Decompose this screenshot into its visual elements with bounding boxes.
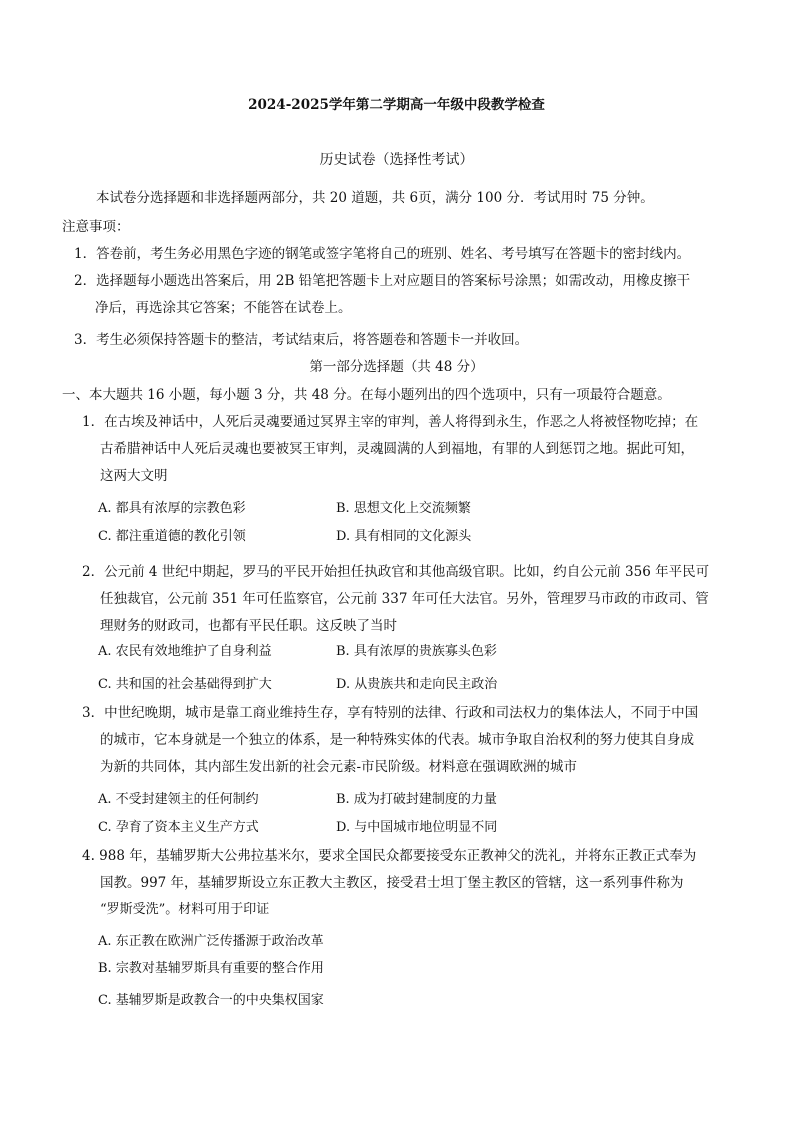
question-stem-line: 古希腊神话中人死后灵魂也要被冥王审判，灵魂圆满的人到福地，有罪的人到惩罚之地。据此可知， — [100, 441, 694, 457]
part1-heading: 第一部分选择题（共 48 分） — [309, 359, 484, 375]
question-stem-line: 任独裁官，公元前 351 年可任监察官，公元前 337 年可任大法官。另外，管理罗马市政的市政司、管 — [100, 591, 709, 607]
option-a: A. 农民有效地维护了自身利益 — [98, 644, 272, 659]
option-a: A. 不受封建领主的任何制约 — [98, 792, 259, 807]
option-a: A. 东正教在欧洲广泛传播源于政治改革 — [98, 934, 324, 949]
option-b: B. 成为打破封建制度的力量 — [336, 792, 497, 807]
question-stem-line: 2．公元前 4 世纪中期起，罗马的平民开始担任执政官和其他高级官职。比如，约自公元前 356 年平民可 — [82, 564, 710, 580]
question-stem-line: 理财务的财政司，也都有平民任职。这反映了当时 — [100, 618, 397, 634]
question-stem-line: 4. 988 年，基辅罗斯大公弗拉基米尔，要求全国民众都要接受东正教神父的洗礼，并将东正教正式奉为 — [82, 848, 697, 864]
note-item: 1．答卷前，考生务必用黑色字迹的钢笔或签字笔将自己的班别、姓名、考号填写在答题卡的密封线内。 — [74, 246, 691, 262]
question-stem-line: 国教。997 年，基辅罗斯设立东正教大主教区，接受君士坦丁堡主教区的管辖，这一系列事件称为 — [100, 875, 684, 891]
option-c: C. 基辅罗斯是政教合一的中央集权国家 — [98, 993, 324, 1008]
option-c: C. 共和国的社会基础得到扩大 — [98, 677, 272, 692]
section1-instruction: 一、本大题共 16 小题，每小题 3 分，共 48 分。在每小题列出的四个选项中，只有一项最符合题意。 — [62, 387, 671, 403]
option-b: B. 宗教对基辅罗斯具有重要的整合作用 — [98, 961, 324, 976]
option-d: D. 与中国城市地位明显不同 — [336, 820, 498, 835]
option-d: D. 从贵族共和走向民主政治 — [336, 677, 498, 692]
option-a: A. 都具有浓厚的宗教色彩 — [98, 501, 246, 516]
note-item: 2．选择题每小题选出答案后，用 2B 铅笔把答题卡上对应题目的答案标号涂黑；如需改动，用橡皮擦干 — [74, 273, 691, 289]
notes-heading: 注意事项： — [62, 219, 130, 235]
question-stem-line: 的城市，它本身就是一个独立的体系，是一种特殊实体的代表。城市争取自治权利的努力使其自身成 — [100, 732, 694, 748]
question-stem-line: 为新的共同体，其内部生发出新的社会元素-市民阶级。材料意在强调欧洲的城市 — [100, 759, 578, 775]
option-b: B. 具有浓厚的贵族寡头色彩 — [336, 644, 497, 659]
question-stem-line: 1．在古埃及神话中，人死后灵魂要通过冥界主宰的审判，善人将得到永生，作恶之人将被怪物吃掉；在 — [82, 414, 699, 430]
exam-intro: 本试卷分选择题和非选择题两部分，共 20 道题，共 6页，满分 100 分．考试用时 75 分钟。 — [96, 190, 654, 206]
option-d: D. 具有相同的文化源头 — [336, 529, 472, 544]
note-item-continued: 净后，再选涂其它答案；不能答在试卷上。 — [95, 300, 352, 316]
note-item: 3．考生必须保持答题卡的整洁，考试结束后，将答题卷和答题卡一并收回。 — [74, 332, 529, 348]
question-stem-line: 这两大文明 — [100, 468, 168, 484]
question-stem-line: “罗斯受洗”。材料可用于印证 — [100, 902, 270, 917]
option-b: B. 思想文化上交流频繁 — [336, 501, 471, 516]
question-stem-line: 3．中世纪晚期，城市是靠工商业维持生存，享有特别的法律、行政和司法权力的集体法人，不同于中国 — [82, 705, 699, 721]
option-c: C. 都注重道德的教化引领 — [98, 529, 246, 544]
exam-title: 2024-2025学年第二学期高一年级中段教学检查 — [248, 97, 545, 113]
option-c: C. 孕育了资本主义生产方式 — [98, 820, 259, 835]
exam-subtitle: 历史试卷（选择性考试） — [319, 152, 474, 168]
